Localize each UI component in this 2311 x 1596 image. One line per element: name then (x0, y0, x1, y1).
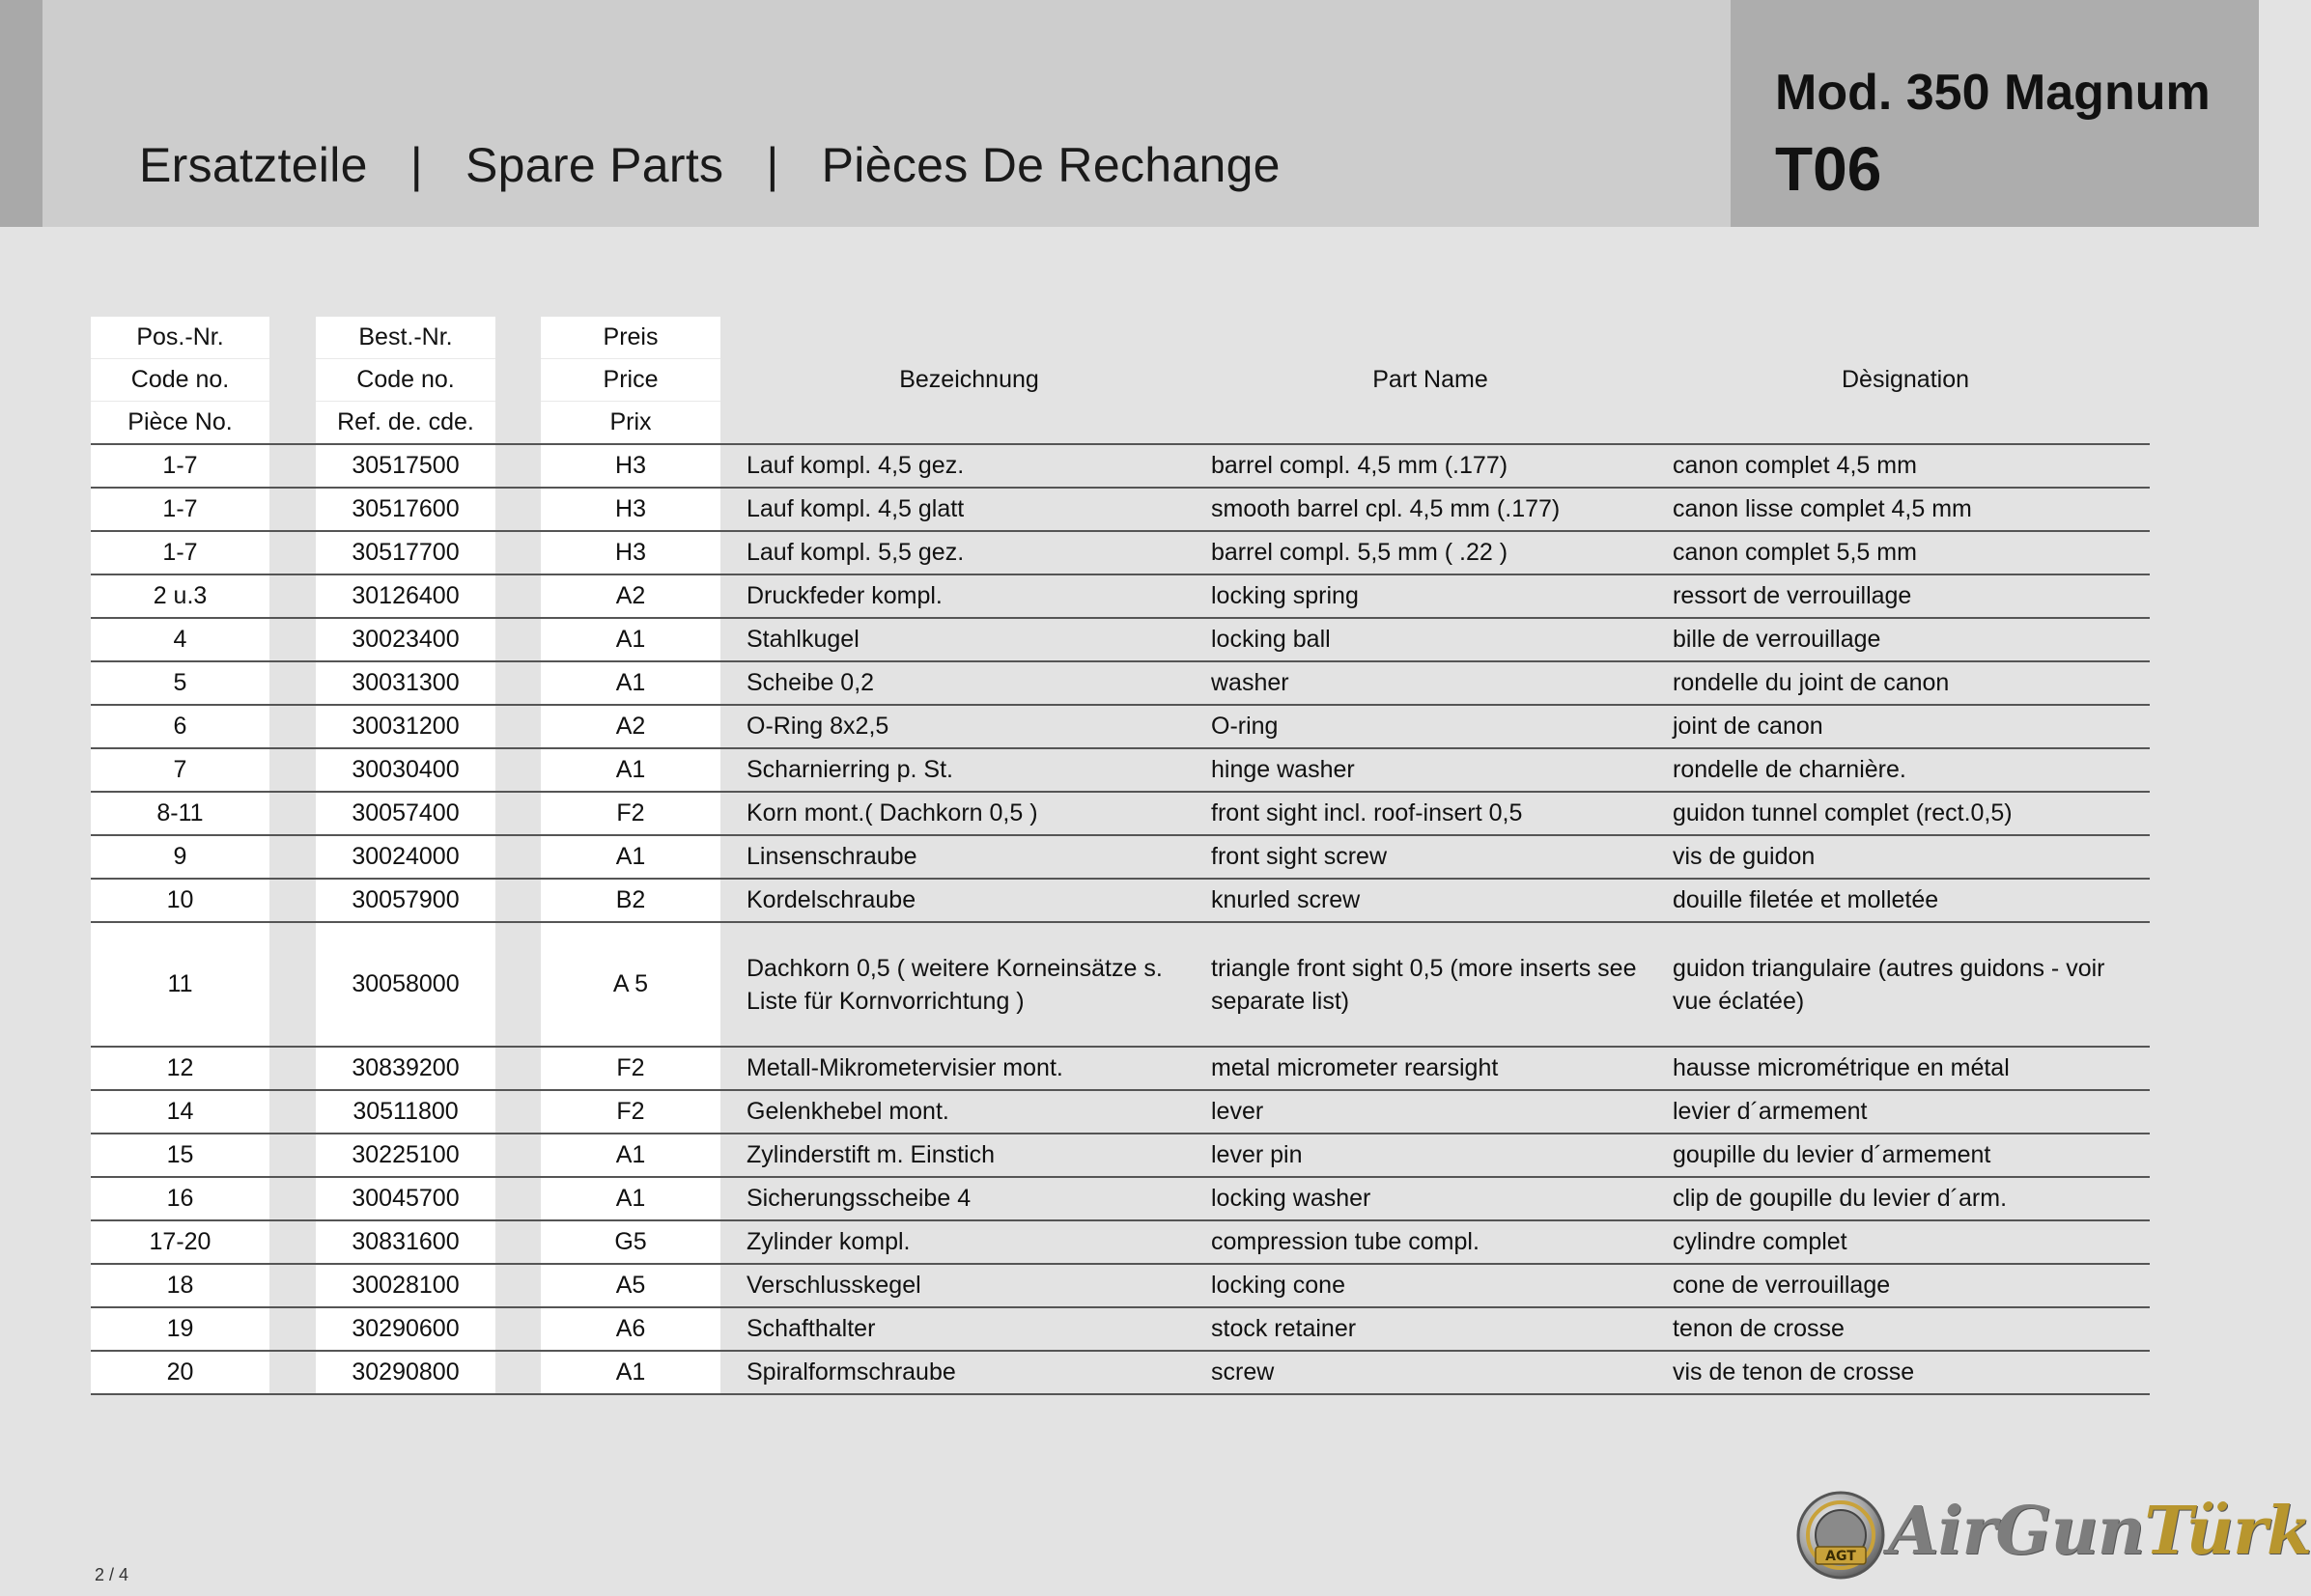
header-left-strip (0, 0, 42, 227)
cell-part-name: locking spring (1199, 574, 1661, 618)
cell-pos: 2 u.3 (91, 574, 269, 618)
cell-bezeichnung: Linsenschraube (739, 835, 1199, 879)
cell-part-name: hinge washer (1199, 748, 1661, 792)
cell-pos: 7 (91, 748, 269, 792)
cell-bezeichnung: Sicherungsscheibe 4 (739, 1177, 1199, 1220)
cell-bezeichnung: Korn mont.( Dachkorn 0,5 ) (739, 792, 1199, 835)
cell-part-name: lever (1199, 1090, 1661, 1134)
cell-bezeichnung: Druckfeder kompl. (739, 574, 1199, 618)
cell-order-number: 30831600 (316, 1220, 495, 1264)
cell-order-number: 30031300 (316, 661, 495, 705)
model-code: T06 (1775, 134, 1882, 204)
cell-bezeichnung: Scharnierring p. St. (739, 748, 1199, 792)
cell-price-group: A1 (541, 1351, 720, 1394)
cell-part-name: front sight incl. roof-insert 0,5 (1199, 792, 1661, 835)
cell-designation: guidon triangulaire (autres guidons - voir vue éclatée) (1661, 922, 2150, 1047)
cell-bezeichnung: Lauf kompl. 4,5 glatt (739, 488, 1199, 531)
cell-part-name: screw (1199, 1351, 1661, 1394)
table-row (91, 574, 2150, 618)
cell-pos: 5 (91, 661, 269, 705)
cell-order-number: 30057400 (316, 792, 495, 835)
cell-designation: douille filetée et molletée (1661, 879, 2150, 922)
table-row (91, 444, 2150, 488)
cell-bezeichnung: Kordelschraube (739, 879, 1199, 922)
table-row (91, 618, 2150, 661)
cell-bezeichnung: Metall-Mikrometervisier mont. (739, 1047, 1199, 1090)
cell-bezeichnung: Lauf kompl. 5,5 gez. (739, 531, 1199, 574)
title-separator: | (409, 138, 424, 192)
cell-pos: 17-20 (91, 1220, 269, 1264)
cell-price-group: G5 (541, 1220, 720, 1264)
cell-bezeichnung: Lauf kompl. 4,5 gez. (739, 444, 1199, 488)
logo-badge-text: AGT (1825, 1549, 1856, 1564)
cell-order-number: 30028100 (316, 1264, 495, 1307)
header-pos-de: Pos.-Nr. (91, 317, 269, 359)
header-part-name: Part Name (1199, 317, 1661, 444)
cell-bezeichnung: Scheibe 0,2 (739, 661, 1199, 705)
cell-pos: 8-11 (91, 792, 269, 835)
cell-pos: 6 (91, 705, 269, 748)
table-row (91, 488, 2150, 531)
header-row (91, 317, 2150, 359)
cell-part-name: locking washer (1199, 1177, 1661, 1220)
cell-part-name: locking ball (1199, 618, 1661, 661)
cell-designation: goupille du levier d´armement (1661, 1134, 2150, 1177)
header-pos-en: Code no. (91, 359, 269, 402)
table-row (91, 1177, 2150, 1220)
cell-bezeichnung: Zylinderstift m. Einstich (739, 1134, 1199, 1177)
cell-designation: tenon de crosse (1661, 1307, 2150, 1351)
cell-bezeichnung: Spiralformschraube (739, 1351, 1199, 1394)
table-body (91, 317, 2150, 1394)
cell-order-number: 30031200 (316, 705, 495, 748)
model-name: Mod. 350 Magnum (1775, 65, 2211, 121)
title-english: Spare Parts (465, 138, 724, 192)
cell-price-group: A1 (541, 1134, 720, 1177)
cell-order-number: 30517700 (316, 531, 495, 574)
table-row (91, 879, 2150, 922)
table-row (91, 748, 2150, 792)
cell-pos: 1-7 (91, 444, 269, 488)
cell-part-name: stock retainer (1199, 1307, 1661, 1351)
cell-bezeichnung: Schafthalter (739, 1307, 1199, 1351)
cell-part-name: lever pin (1199, 1134, 1661, 1177)
cell-bezeichnung: Zylinder kompl. (739, 1220, 1199, 1264)
table-row (91, 1307, 2150, 1351)
header-designation: Dèsignation (1661, 317, 2150, 444)
cell-pos: 12 (91, 1047, 269, 1090)
cell-order-number: 30023400 (316, 618, 495, 661)
cell-order-number: 30839200 (316, 1047, 495, 1090)
cell-pos: 16 (91, 1177, 269, 1220)
table-row (91, 705, 2150, 748)
cell-price-group: A1 (541, 1177, 720, 1220)
title-separator: | (766, 138, 779, 192)
header-pos-fr: Pièce No. (91, 402, 269, 445)
cell-designation: hausse micrométrique en métal (1661, 1047, 2150, 1090)
cell-part-name: barrel compl. 5,5 mm ( .22 ) (1199, 531, 1661, 574)
cell-part-name: washer (1199, 661, 1661, 705)
logo-text-turk: Türk (2144, 1493, 2311, 1570)
cell-part-name: knurled screw (1199, 879, 1661, 922)
cell-price-group: A1 (541, 661, 720, 705)
cell-price-group: A2 (541, 574, 720, 618)
cell-pos: 18 (91, 1264, 269, 1307)
cell-part-name: smooth barrel cpl. 4,5 mm (.177) (1199, 488, 1661, 531)
cell-pos: 15 (91, 1134, 269, 1177)
cell-order-number: 30290800 (316, 1351, 495, 1394)
cell-designation: cylindre complet (1661, 1220, 2150, 1264)
cell-order-number: 30126400 (316, 574, 495, 618)
cell-order-number: 30517600 (316, 488, 495, 531)
cell-part-name: compression tube compl. (1199, 1220, 1661, 1264)
cell-part-name: triangle front sight 0,5 (more inserts see separate list) (1199, 922, 1661, 1047)
cell-order-number: 30057900 (316, 879, 495, 922)
logo-text-airgun: AirGun (1888, 1493, 2145, 1570)
cell-designation: canon complet 4,5 mm (1661, 444, 2150, 488)
cell-bezeichnung: Dachkorn 0,5 ( weitere Korneinsätze s. Liste für Kornvorrichtung ) (739, 922, 1199, 1047)
cell-pos: 1-7 (91, 531, 269, 574)
cell-order-number: 30511800 (316, 1090, 495, 1134)
table-row (91, 922, 2150, 1047)
cell-order-number: 30030400 (316, 748, 495, 792)
cell-designation: vis de tenon de crosse (1661, 1351, 2150, 1394)
page-number: 2 / 4 (95, 1565, 129, 1584)
header-price-en: Price (541, 359, 720, 402)
table-row (91, 835, 2150, 879)
cell-designation: levier d´armement (1661, 1090, 2150, 1134)
page-title (139, 137, 1281, 193)
cell-part-name: locking cone (1199, 1264, 1661, 1307)
cell-designation: canon lisse complet 4,5 mm (1661, 488, 2150, 531)
cell-bezeichnung: O-Ring 8x2,5 (739, 705, 1199, 748)
cell-order-number: 30024000 (316, 835, 495, 879)
table-row (91, 661, 2150, 705)
cell-designation: clip de goupille du levier d´arm. (1661, 1177, 2150, 1220)
cell-pos: 19 (91, 1307, 269, 1351)
cell-designation: canon complet 5,5 mm (1661, 531, 2150, 574)
cell-designation: rondelle de charnière. (1661, 748, 2150, 792)
cell-designation: ressort de verrouillage (1661, 574, 2150, 618)
header-bezeichnung: Bezeichnung (739, 317, 1199, 444)
header-best-de: Best.-Nr. (316, 317, 495, 359)
cell-price-group: A 5 (541, 922, 720, 1047)
cell-part-name: barrel compl. 4,5 mm (.177) (1199, 444, 1661, 488)
cell-price-group: A2 (541, 705, 720, 748)
cell-order-number: 30045700 (316, 1177, 495, 1220)
cell-price-group: F2 (541, 792, 720, 835)
cell-designation: guidon tunnel complet (rect.0,5) (1661, 792, 2150, 835)
cell-designation: cone de verrouillage (1661, 1264, 2150, 1307)
cell-order-number: 30290600 (316, 1307, 495, 1351)
cell-part-name: metal micrometer rearsight (1199, 1047, 1661, 1090)
table-row (91, 1134, 2150, 1177)
cell-bezeichnung: Verschlusskegel (739, 1264, 1199, 1307)
cell-pos: 1-7 (91, 488, 269, 531)
cell-designation: rondelle du joint de canon (1661, 661, 2150, 705)
cell-price-group: H3 (541, 488, 720, 531)
cell-designation: joint de canon (1661, 705, 2150, 748)
logo-wordmark (1888, 1493, 2311, 1570)
table-row (91, 1220, 2150, 1264)
cell-pos: 20 (91, 1351, 269, 1394)
cell-pos: 14 (91, 1090, 269, 1134)
header-best-fr: Ref. de. cde. (316, 402, 495, 445)
header-best-en: Code no. (316, 359, 495, 402)
cell-pos: 9 (91, 835, 269, 879)
title-german: Ersatzteile (139, 138, 368, 192)
cell-order-number: 30517500 (316, 444, 495, 488)
table-row (91, 1264, 2150, 1307)
cell-price-group: A1 (541, 618, 720, 661)
cell-order-number: 30058000 (316, 922, 495, 1047)
header-price-fr: Prix (541, 402, 720, 445)
cell-pos: 10 (91, 879, 269, 922)
cell-price-group: F2 (541, 1090, 720, 1134)
agt-badge-icon (1794, 1489, 1887, 1582)
table-row (91, 531, 2150, 574)
cell-designation: bille de verrouillage (1661, 618, 2150, 661)
cell-price-group: B2 (541, 879, 720, 922)
cell-part-name: O-ring (1199, 705, 1661, 748)
cell-price-group: A1 (541, 748, 720, 792)
cell-bezeichnung: Stahlkugel (739, 618, 1199, 661)
cell-price-group: F2 (541, 1047, 720, 1090)
spare-parts-table (91, 317, 2150, 1395)
cell-designation: vis de guidon (1661, 835, 2150, 879)
cell-order-number: 30225100 (316, 1134, 495, 1177)
cell-price-group: H3 (541, 444, 720, 488)
table-row (91, 792, 2150, 835)
cell-price-group: A1 (541, 835, 720, 879)
cell-price-group: A5 (541, 1264, 720, 1307)
cell-price-group: A6 (541, 1307, 720, 1351)
table-row (91, 1047, 2150, 1090)
header-price-de: Preis (541, 317, 720, 359)
cell-pos: 4 (91, 618, 269, 661)
cell-bezeichnung: Gelenkhebel mont. (739, 1090, 1199, 1134)
cell-pos: 11 (91, 922, 269, 1047)
table-row (91, 1090, 2150, 1134)
table-row (91, 1351, 2150, 1394)
cell-part-name: front sight screw (1199, 835, 1661, 879)
cell-price-group: H3 (541, 531, 720, 574)
title-french: Pièces De Rechange (821, 138, 1281, 192)
airgunturk-logo (1794, 1487, 2311, 1583)
